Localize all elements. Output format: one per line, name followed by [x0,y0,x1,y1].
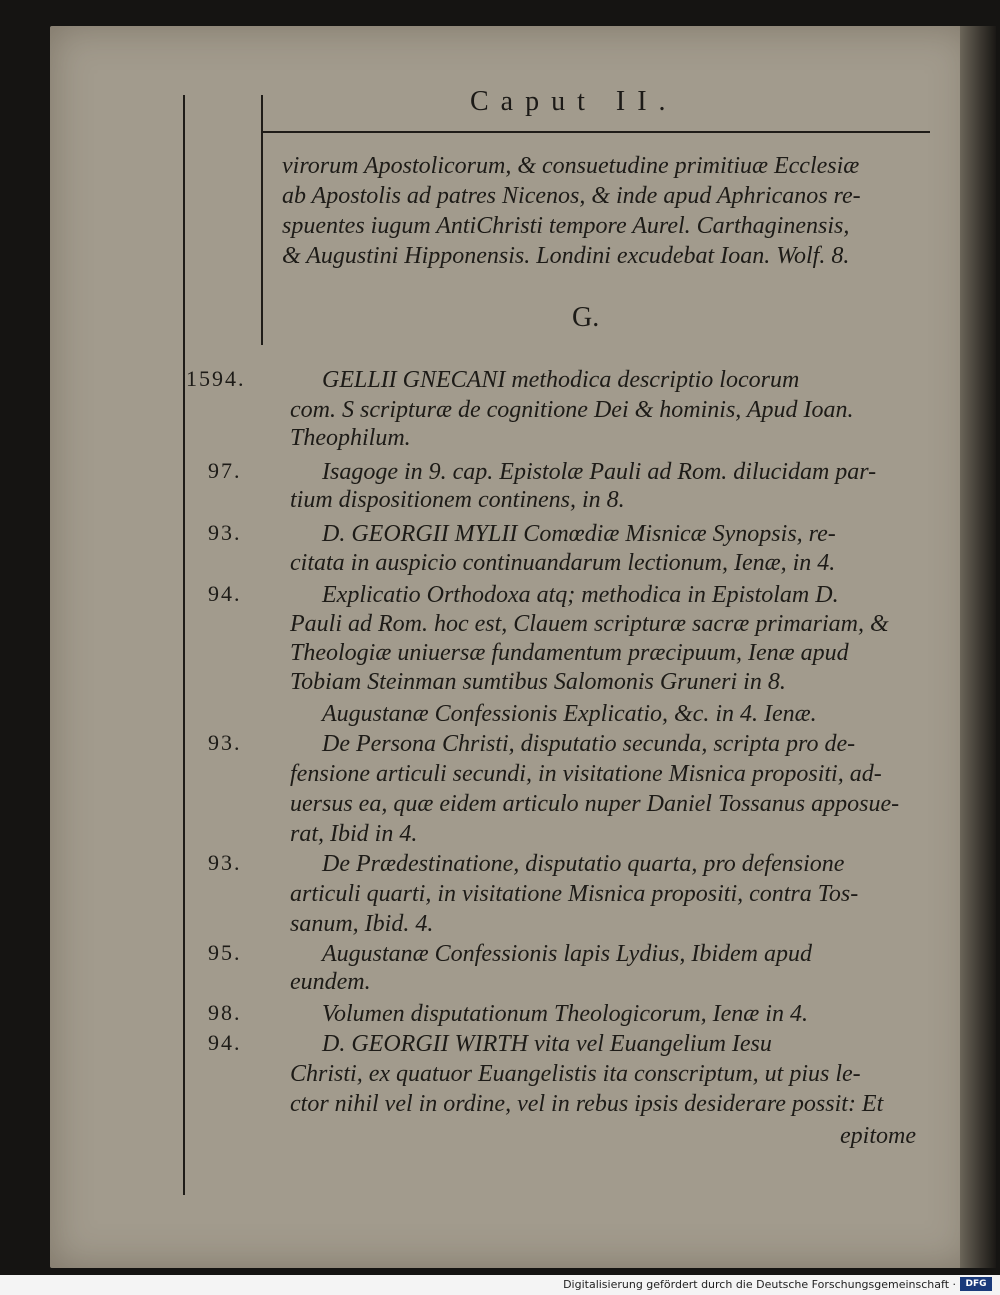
entry-line: D. GEORGII WIRTH vita vel Euangelium Iesu [322,1031,772,1057]
entry-year: 94. [208,581,242,606]
entry-line: eundem. [290,969,371,995]
entry-year: 97. [208,458,242,483]
entry-year: 94. [208,1030,242,1055]
catchword: epitome [840,1123,916,1149]
page-edge [960,26,996,1268]
header-rule [262,131,930,133]
entry-line: GELLII GNECANI methodica descriptio locorum [322,367,800,393]
entry-line: D. GEORGII MYLII Comœdiæ Misnicæ Synopsis, re- [322,521,836,547]
running-head: Caput II. [470,86,678,117]
dfg-logo: DFG [960,1277,992,1291]
entry-line: De Prædestinatione, disputatio quarta, pro defensione [322,851,845,877]
entry-year: 98. [208,1000,242,1025]
entry-line: articuli quarti, in visitatione Misnica propositi, contra Tos- [290,881,859,907]
entry-line: tium dispositionem continens, in 8. [290,487,625,513]
entry-line: ctor nihil vel in ordine, vel in rebus ipsis desiderare possit: Et [290,1091,884,1117]
entry-line: fensione articuli secundi, in visitatione Misnica propositi, ad- [290,761,882,787]
entry-year: 93. [208,730,242,755]
entry-year: 95. [208,940,242,965]
entry-line: Volumen disputationum Theologicorum, Ienæ in 4. [322,1001,808,1027]
entry-year: 1594. [186,366,246,391]
margin-rule [183,95,185,1195]
entry-line: Augustanæ Confessionis lapis Lydius, Ibidem apud [322,941,812,967]
continuation-line: virorum Apostolicorum, & consuetudine primitiuæ Ecclesiæ [282,153,860,179]
entry-line: Explicatio Orthodoxa atq; methodica in Epistolam D. [322,582,839,608]
entry-line: De Persona Christi, disputatio secunda, scripta pro de- [322,731,856,757]
footer-credit: Digitalisierung gefördert durch die Deutsche Forschungsgemeinschaft · [563,1278,956,1291]
entry-line: uersus ea, quæ eidem articulo nuper Daniel Tossanus apposue- [290,791,900,817]
entry-year: 93. [208,850,242,875]
entry-line: Christi, ex quatuor Euangelistis ita conscriptum, ut pius le- [290,1061,861,1087]
entry-line: Augustanæ Confessionis Explicatio, &c. in 4. Ienæ. [322,701,817,727]
continuation-line: & Augustini Hipponensis. Londini excudebat Ioan. Wolf. 8. [282,243,850,269]
continuation-line: ab Apostolis ad patres Nicenos, & inde apud Aphricanos re- [282,183,861,209]
entry-year: 93. [208,520,242,545]
footer-bar [0,1275,1000,1295]
entry-line: rat, Ibid in 4. [290,821,418,847]
entry-line: Pauli ad Rom. hoc est, Clauem scripturæ sacræ primariam, & [290,611,889,637]
entry-line: Isagoge in 9. cap. Epistolæ Pauli ad Rom. dilucidam par- [322,459,877,485]
entry-line: Tobiam Steinman sumtibus Salomonis Gruneri in 8. [290,669,786,695]
section-letter: G. [572,302,600,333]
entry-line: com. S scripturæ de cognitione Dei & hominis, Apud Ioan. [290,397,854,423]
entry-line: Theologiæ uniuersæ fundamentum præcipuum, Ienæ apud [290,640,849,666]
continuation-line: spuentes iugum AntiChristi tempore Aurel. Carthaginensis, [282,213,850,239]
entry-line: citata in auspicio continuandarum lectionum, Ienæ, in 4. [290,550,836,576]
entry-line: Theophilum. [290,425,411,451]
entry-line: sanum, Ibid. 4. [290,911,434,937]
